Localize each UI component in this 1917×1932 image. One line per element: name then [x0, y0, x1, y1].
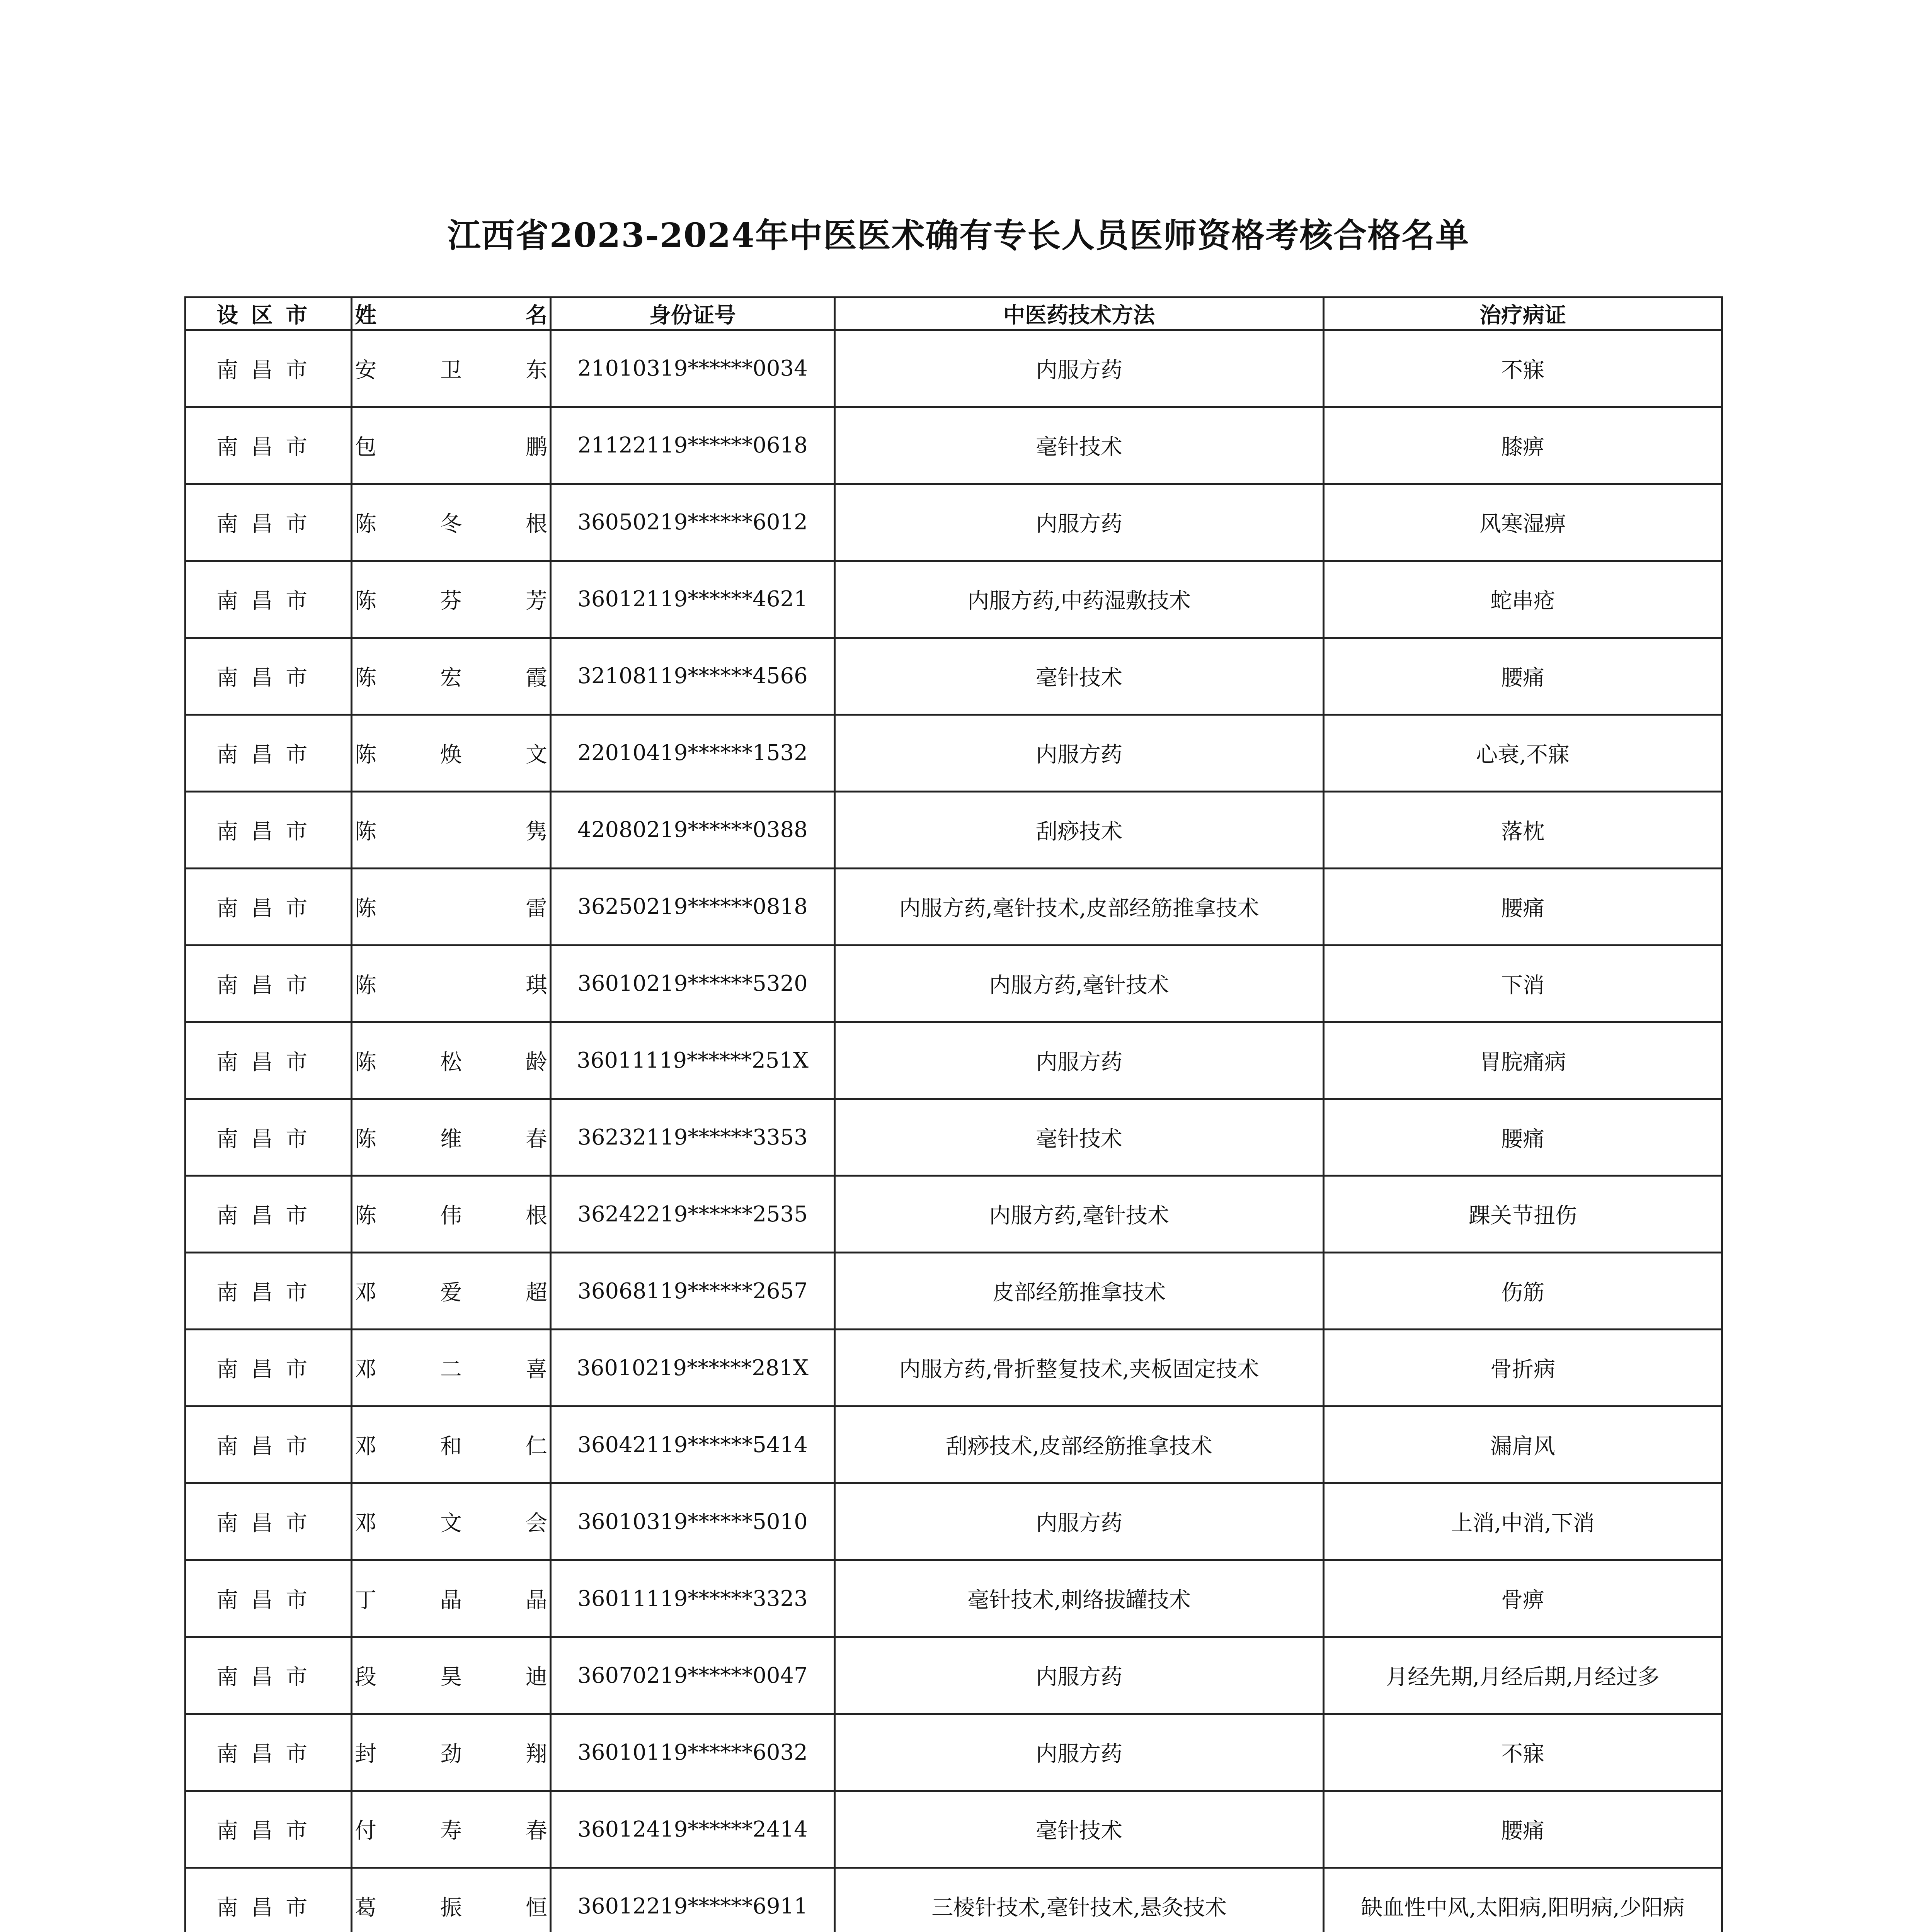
table-row [186, 868, 1722, 945]
cell-condition: 腰痛 [1324, 1099, 1722, 1176]
cell-name: 邓爱超 [352, 1253, 551, 1330]
cell-condition: 腰痛 [1324, 868, 1722, 945]
column-header-city: 设区市 [186, 298, 352, 330]
cell-id-number: 21122119******0618 [551, 407, 835, 484]
table-row [186, 1253, 1722, 1330]
cell-city: 南昌市 [186, 1406, 352, 1483]
cell-city: 南昌市 [186, 1176, 352, 1253]
cell-id-number: 21010319******0034 [551, 330, 835, 407]
cell-id-number: 36012419******2414 [551, 1791, 835, 1868]
cell-name: 陈芬芳 [352, 561, 551, 638]
cell-id-number: 36011119******3323 [551, 1560, 835, 1637]
cell-technique: 内服方药 [835, 714, 1324, 791]
cell-condition: 骨折病 [1324, 1330, 1722, 1406]
cell-technique: 毫针技术 [835, 638, 1324, 714]
column-header-technique: 中医药技术方法 [835, 298, 1324, 330]
cell-name: 葛振恒 [352, 1868, 551, 1932]
cell-condition: 腰痛 [1324, 638, 1722, 714]
table-row [186, 1406, 1722, 1483]
cell-city: 南昌市 [186, 1099, 352, 1176]
cell-id-number: 36070219******0047 [551, 1637, 835, 1714]
cell-name: 陈雷 [352, 868, 551, 945]
qualified-list-table [184, 296, 1723, 1932]
cell-city: 南昌市 [186, 1022, 352, 1099]
cell-technique: 内服方药 [835, 1022, 1324, 1099]
cell-id-number: 36010219******5320 [551, 945, 835, 1022]
column-header-name: 姓名 [352, 298, 551, 330]
cell-condition: 伤筋 [1324, 1253, 1722, 1330]
cell-city: 南昌市 [186, 407, 352, 484]
cell-condition: 膝痹 [1324, 407, 1722, 484]
cell-name: 陈松龄 [352, 1022, 551, 1099]
table-row [186, 1330, 1722, 1406]
table-row [186, 1560, 1722, 1637]
cell-condition: 胃脘痛病 [1324, 1022, 1722, 1099]
cell-condition: 漏肩风 [1324, 1406, 1722, 1483]
table-row [186, 407, 1722, 484]
column-header-condition: 治疗病证 [1324, 298, 1722, 330]
cell-condition: 腰痛 [1324, 1791, 1722, 1868]
table-row [186, 484, 1722, 561]
cell-city: 南昌市 [186, 1560, 352, 1637]
cell-city: 南昌市 [186, 1637, 352, 1714]
cell-id-number: 36011119******251X [551, 1022, 835, 1099]
cell-technique: 内服方药,毫针技术 [835, 945, 1324, 1022]
cell-id-number: 36232119******3353 [551, 1099, 835, 1176]
cell-name: 邓文会 [352, 1483, 551, 1560]
cell-id-number: 36242219******2535 [551, 1176, 835, 1253]
cell-city: 南昌市 [186, 945, 352, 1022]
cell-technique: 内服方药 [835, 1483, 1324, 1560]
cell-id-number: 22010419******1532 [551, 714, 835, 791]
table-row [186, 1099, 1722, 1176]
cell-technique: 皮部经筋推拿技术 [835, 1253, 1324, 1330]
cell-condition: 风寒湿痹 [1324, 484, 1722, 561]
cell-city: 南昌市 [186, 330, 352, 407]
cell-city: 南昌市 [186, 714, 352, 791]
cell-condition: 上消,中消,下消 [1324, 1483, 1722, 1560]
cell-name: 邓二喜 [352, 1330, 551, 1406]
cell-condition: 踝关节扭伤 [1324, 1176, 1722, 1253]
cell-name: 陈隽 [352, 791, 551, 868]
cell-city: 南昌市 [186, 638, 352, 714]
cell-name: 包鹏 [352, 407, 551, 484]
cell-city: 南昌市 [186, 1330, 352, 1406]
cell-name: 丁晶晶 [352, 1560, 551, 1637]
cell-technique: 毫针技术 [835, 1791, 1324, 1868]
cell-technique: 刮痧技术,皮部经筋推拿技术 [835, 1406, 1324, 1483]
cell-id-number: 42080219******0388 [551, 791, 835, 868]
table-row [186, 1176, 1722, 1253]
cell-technique: 毫针技术,刺络拔罐技术 [835, 1560, 1324, 1637]
cell-city: 南昌市 [186, 1868, 352, 1932]
cell-technique: 刮痧技术 [835, 791, 1324, 868]
cell-technique: 三棱针技术,毫针技术,悬灸技术 [835, 1868, 1324, 1932]
cell-id-number: 32108119******4566 [551, 638, 835, 714]
cell-condition: 骨痹 [1324, 1560, 1722, 1637]
cell-city: 南昌市 [186, 484, 352, 561]
cell-id-number: 36012119******4621 [551, 561, 835, 638]
cell-name: 付寿春 [352, 1791, 551, 1868]
cell-id-number: 36050219******6012 [551, 484, 835, 561]
cell-technique: 内服方药 [835, 484, 1324, 561]
cell-id-number: 36042119******5414 [551, 1406, 835, 1483]
table-row [186, 1714, 1722, 1791]
cell-name: 陈伟根 [352, 1176, 551, 1253]
cell-name: 陈维春 [352, 1099, 551, 1176]
cell-technique: 毫针技术 [835, 1099, 1324, 1176]
cell-technique: 内服方药,毫针技术,皮部经筋推拿技术 [835, 868, 1324, 945]
cell-name: 陈焕文 [352, 714, 551, 791]
table-row [186, 330, 1722, 407]
cell-id-number: 36068119******2657 [551, 1253, 835, 1330]
cell-technique: 内服方药,中药湿敷技术 [835, 561, 1324, 638]
cell-city: 南昌市 [186, 868, 352, 945]
cell-name: 段昊迪 [352, 1637, 551, 1714]
cell-condition: 落枕 [1324, 791, 1722, 868]
cell-name: 陈宏霞 [352, 638, 551, 714]
cell-technique: 毫针技术 [835, 407, 1324, 484]
cell-city: 南昌市 [186, 1714, 352, 1791]
table-header-row [186, 298, 1722, 330]
cell-city: 南昌市 [186, 1791, 352, 1868]
cell-condition: 蛇串疮 [1324, 561, 1722, 638]
cell-condition: 心衰,不寐 [1324, 714, 1722, 791]
table-row [186, 791, 1722, 868]
cell-technique: 内服方药,骨折整复技术,夹板固定技术 [835, 1330, 1324, 1406]
cell-technique: 内服方药 [835, 1637, 1324, 1714]
cell-name: 封劲翔 [352, 1714, 551, 1791]
table-row [186, 1483, 1722, 1560]
table-row [186, 638, 1722, 714]
cell-technique: 内服方药 [835, 330, 1324, 407]
cell-name: 邓和仁 [352, 1406, 551, 1483]
cell-condition: 不寐 [1324, 330, 1722, 407]
cell-name: 陈冬根 [352, 484, 551, 561]
cell-id-number: 36250219******0818 [551, 868, 835, 945]
page-title: 江西省2023-2024年中医医术确有专长人员医师资格考核合格名单 [447, 216, 1470, 255]
cell-id-number: 36010119******6032 [551, 1714, 835, 1791]
cell-id-number: 36010319******5010 [551, 1483, 835, 1560]
cell-condition: 下消 [1324, 945, 1722, 1022]
table-row [186, 1637, 1722, 1714]
cell-technique: 内服方药 [835, 1714, 1324, 1791]
cell-name: 安卫东 [352, 330, 551, 407]
table-row [186, 561, 1722, 638]
table-row [186, 1022, 1722, 1099]
column-header-id-number: 身份证号 [551, 298, 835, 330]
table-row [186, 714, 1722, 791]
cell-city: 南昌市 [186, 561, 352, 638]
cell-condition: 月经先期,月经后期,月经过多 [1324, 1637, 1722, 1714]
table-row [186, 1791, 1722, 1868]
cell-city: 南昌市 [186, 1483, 352, 1560]
cell-id-number: 36012219******6911 [551, 1868, 835, 1932]
table-row [186, 945, 1722, 1022]
table-row [186, 1868, 1722, 1932]
cell-condition: 缺血性中风,太阳病,阳明病,少阳病 [1324, 1868, 1722, 1932]
cell-technique: 内服方药,毫针技术 [835, 1176, 1324, 1253]
cell-name: 陈琪 [352, 945, 551, 1022]
cell-city: 南昌市 [186, 791, 352, 868]
cell-condition: 不寐 [1324, 1714, 1722, 1791]
cell-id-number: 36010219******281X [551, 1330, 835, 1406]
cell-city: 南昌市 [186, 1253, 352, 1330]
